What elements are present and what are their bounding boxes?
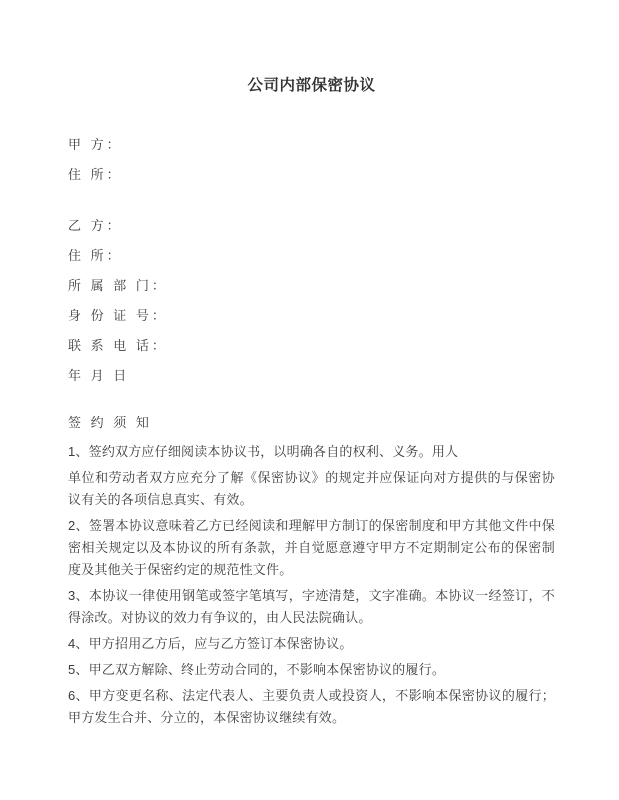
clause-2: 2、签署本协议意味着乙方已经阅读和理解甲方制订的保密制度和甲方其他文件中保密相关规定以及本协议的所有条款，并自觉愿意遵守甲方不定期制定公布的保密制度及其他关于保密约定的规范性文件。 bbox=[68, 518, 555, 577]
field-party-b: 乙 方： bbox=[68, 218, 123, 233]
party-a-section bbox=[68, 130, 555, 190]
clause-5: 5、甲乙双方解除、终止劳动合同的，不影响本保密协议的履行。 bbox=[68, 662, 446, 677]
field-id-number: 身 份 证 号： bbox=[68, 308, 168, 323]
clause-3: 3、本协议一律使用钢笔或签字笔填写，字迹清楚，文字准确。本协议一经签订，不得涂改。对协议的效力有争议的，由人民法院确认。 bbox=[68, 588, 555, 625]
field-party-a: 甲 方： bbox=[68, 137, 123, 152]
clause-4: 4、甲方招用乙方后，应与乙方签订本保密协议。 bbox=[68, 636, 353, 651]
clause-6: 6、甲方变更名称、法定代表人、主要负责人或投资人，不影响本保密协议的履行；甲方发生合并、分立的，本保密协议继续有效。 bbox=[68, 688, 555, 725]
field-department: 所 属 部 门： bbox=[68, 278, 168, 293]
field-date: 年 月 日 bbox=[68, 368, 130, 383]
notice-body bbox=[68, 441, 555, 729]
party-b-section bbox=[68, 211, 555, 391]
field-party-a-address: 住 所： bbox=[68, 167, 123, 182]
field-party-b-address: 住 所： bbox=[68, 248, 123, 263]
notice-heading: 签 约 须 知 bbox=[68, 415, 152, 430]
clause-1: 1、签约双方应仔细阅读本协议书，以明确各自的权利、义务。用人 bbox=[68, 444, 459, 459]
document-title: 公司内部保密协议 bbox=[247, 77, 376, 94]
field-phone: 联 系 电 话： bbox=[68, 338, 168, 353]
clause-1-continued: 单位和劳动者双方应充分了解《保密协议》的规定并应保证向对方提供的与保密协议有关的各项信息真实、有效。 bbox=[68, 470, 555, 507]
